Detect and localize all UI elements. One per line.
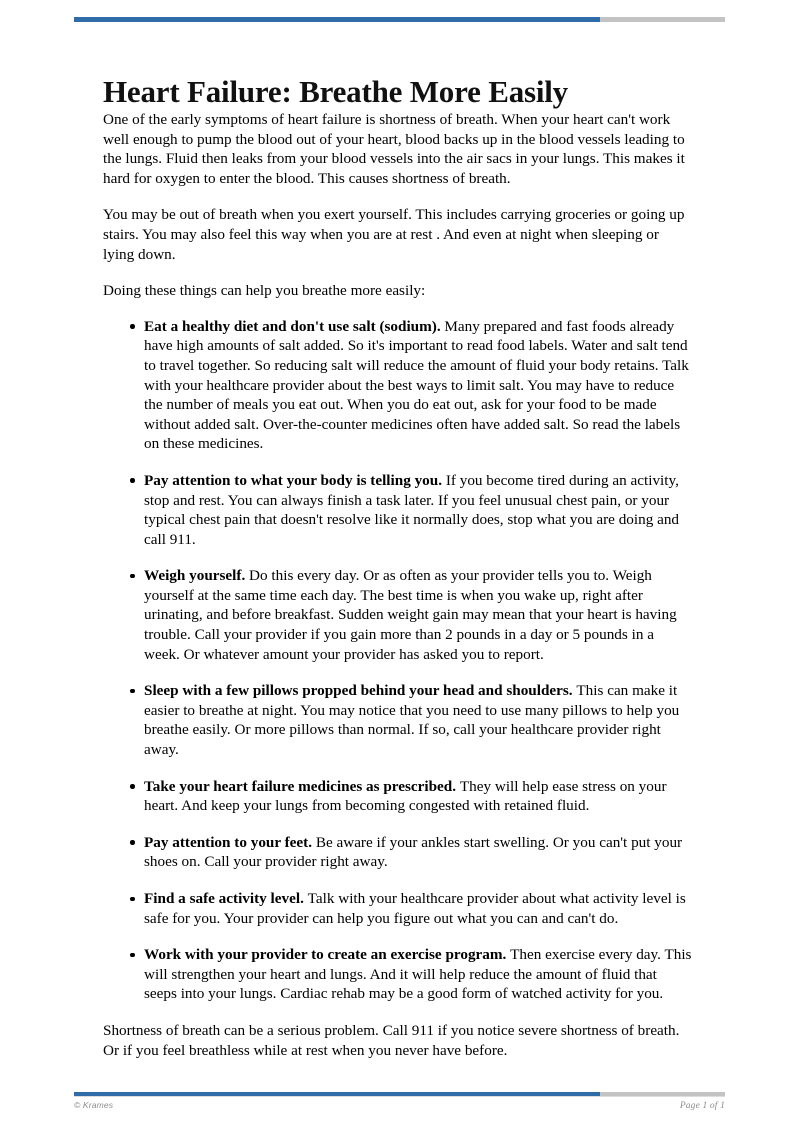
page-title: Heart Failure: Breathe More Easily [103,73,568,109]
tip-lead: Sleep with a few pillows propped behind your head and shoulders. [144,682,577,700]
tip-body: Then exercise every day. This will strengthen your heart and lungs. And it will help reduce the amount of fluid that seeps into your lungs. Cardiac rehab may be a good form of watched activity for you. [144,946,692,1003]
tip-lead: Pay attention to your feet. [144,833,316,851]
list-item [103,471,693,549]
tip-lead: Pay attention to what your body is telling you. [144,471,446,489]
header-rule-gray-segment [600,17,725,22]
tips-list [103,317,693,1004]
bullet-dot-icon [130,897,135,902]
list-item [103,317,693,454]
footer [74,1100,725,1111]
intro-paragraph-2: You may be out of breath when you exert yourself. This includes carrying groceries or going up stairs. You may also feel this way when you are at rest . And even at night when sleeping or lying down. [103,206,685,263]
list-item [103,566,693,664]
bullet-dot-icon [130,784,135,789]
tip-body: Many prepared and fast foods already have high amounts of salt added. So it's important to read food labels. Water and salt tend to travel together. So reducing salt will reduce the amount of fluid your body retains. Talk with your healthcare provider about the best ways to limit salt. You may have to reduce the number of meals you eat out. When you do eat out, ask for your food to be made without added salt. Over-the-counter medicines often have added salt. So read the labels on these medicines. [144,317,689,453]
list-item [103,945,693,1004]
header-rule [74,17,725,22]
bullet-dot-icon [130,478,135,483]
bullet-dot-icon [130,840,135,845]
list-item [103,681,693,759]
header-rule-blue-segment [74,17,600,22]
bullet-dot-icon [130,953,135,958]
tip-lead: Find a safe activity level. [144,890,308,907]
bullet-dot-icon [130,324,135,329]
list-item [103,889,693,928]
footer-hairline [74,1096,725,1097]
closing-paragraph: Shortness of breath can be a serious problem. Call 911 if you notice severe shortness of breath. Or if you feel breathless while at rest when you never have before. [103,1021,680,1059]
tip-lead: Weigh yourself. [144,567,250,585]
footer-page-info: Page 1 of 1 [679,1101,725,1111]
bullet-dot-icon [130,689,135,694]
document-body [103,110,693,1077]
list-lead-in-paragraph: Doing these things can help you breathe more easily: [103,282,426,300]
intro-paragraph-1: One of the early symptoms of heart failure is shortness of breath. When your heart can't work well enough to pump the blood out of your heart, blood backs up in the blood vessels leading to the lungs. Fluid then leaks from your blood vessels into the air sacs in your lungs. This makes it hard for oxygen to enter the blood. This causes shortness of breath. [103,111,685,187]
tip-body: If you become tired during an activity, stop and rest. You can always finish a task later. If you feel unusual chest pain, or your typical chest pain that doesn't resolve like it normally does, stop what you are doing and call 911. [144,471,680,548]
tip-body: This can make it easier to breathe at night. You may notice that you need to use many pillows to help you breathe easily. Or more pillows than normal. If so, call your healthcare provider right away. [144,682,680,759]
list-item [103,833,693,872]
bullet-dot-icon [130,574,135,579]
tip-body: Talk with your healthcare provider about what activity level is safe for you. Your provider can help you figure out what you can and can't do. [144,890,686,927]
tip-lead: Work with your provider to create an exercise program. [144,946,511,964]
footer-copyright: © Krames [74,1100,114,1110]
list-item [103,777,693,816]
tip-lead: Take your heart failure medicines as prescribed. [144,777,460,795]
tip-body: Do this every day. Or as often as your provider tells you to. Weigh yourself at the same time each day. The best time is when you wake up, right after urinating, and before breakfast. Sudden weight gain may mean that your heart is having trouble. Call your provider if you gain more than 2 pounds in a day or 5 pounds in a week. Or whatever amount your provider has asked you to report. [144,567,677,663]
tip-body: Be aware if your ankles start swelling. Or you can't put your shoes on. Call your provider right away. [144,833,683,871]
tip-lead: Eat a healthy diet and don't use salt (sodium). [144,317,445,335]
tip-body: They will help ease stress on your heart. And keep your lungs from becoming congested with retained fluid. [144,777,667,815]
